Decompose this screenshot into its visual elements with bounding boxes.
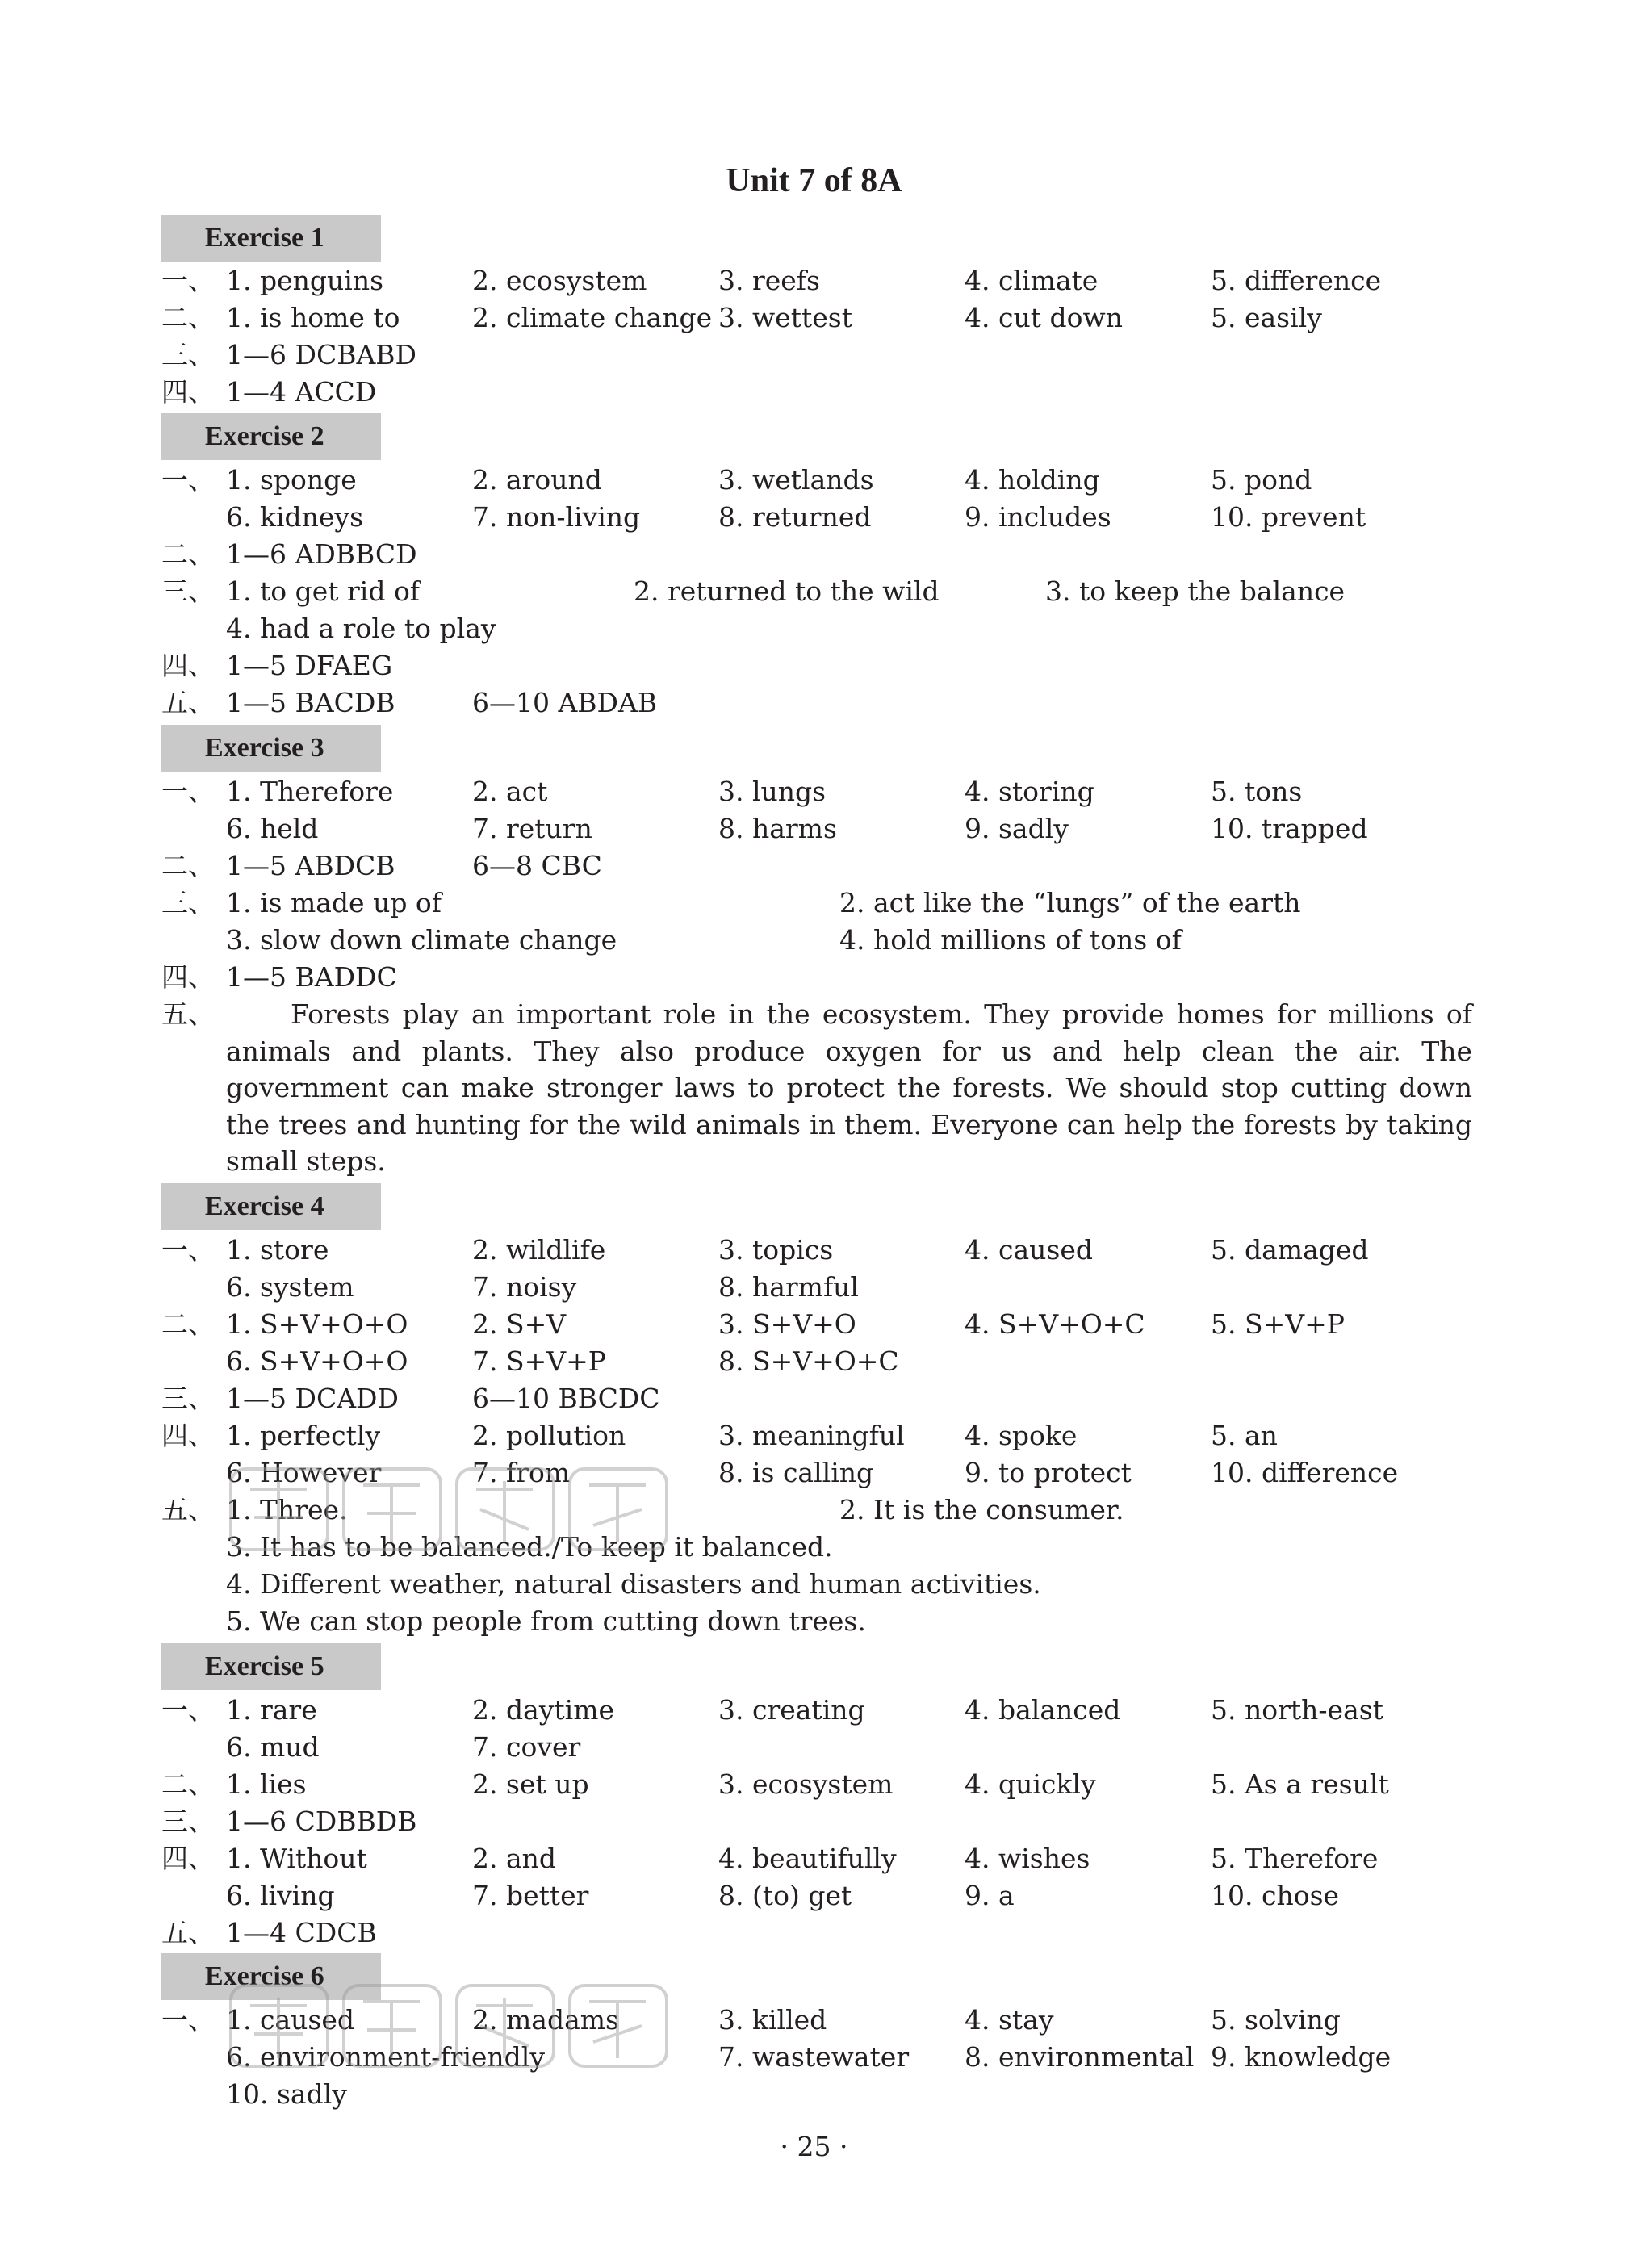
- section-marker: 二、: [161, 1768, 215, 1800]
- answer: 1—5 DCADD: [226, 1383, 399, 1414]
- answer-line: [0, 1766, 1628, 1803]
- answer-line: [0, 1877, 1628, 1914]
- answer-line: [0, 1566, 1628, 1603]
- answer: 7. noisy: [472, 1271, 577, 1303]
- answer: 3. S+V+O: [718, 1308, 856, 1340]
- answer-line: [0, 337, 1628, 374]
- answer: 10. prevent: [1211, 501, 1366, 533]
- answer-line: [0, 647, 1628, 684]
- exercise-header: Exercise 4: [161, 1183, 381, 1230]
- watermark-logo: [226, 1969, 694, 2082]
- answer: 5. As a result: [1211, 1768, 1389, 1800]
- answer: 4. hold millions of tons of: [839, 924, 1182, 956]
- answer-line: [0, 773, 1628, 810]
- answer: 1. sponge: [226, 464, 357, 496]
- answer: 4. wishes: [965, 1843, 1090, 1874]
- answer: 4. caused: [965, 1234, 1093, 1266]
- answer: 7. better: [472, 1880, 589, 1911]
- section-marker: 五、: [161, 1917, 215, 1948]
- answer: 1. is home to: [226, 302, 400, 333]
- answer-line: [0, 959, 1628, 996]
- answer: 2. climate change: [472, 302, 713, 333]
- answer: 1—4 CDCB: [226, 1917, 377, 1948]
- exercise-header: Exercise 3: [161, 725, 381, 772]
- section-marker: 一、: [161, 464, 215, 496]
- section-marker: 五、: [161, 998, 215, 1030]
- answer: 2. daytime: [472, 1694, 615, 1726]
- answer: 2. returned to the wild: [634, 575, 940, 607]
- answer: 5. easily: [1211, 302, 1322, 333]
- writing-paragraph: Forests play an important role in the ecosystem. They provide homes for millions of animals and plants. They also produce oxygen for us and help clean the air. The government can make stronger laws to protect the forests. We should stop cutting down the trees and hunting for the wild animals in them. Everyone can help the forests by taking small steps.: [226, 998, 1472, 1177]
- section-marker: 四、: [161, 650, 215, 681]
- section-marker: 四、: [161, 1420, 215, 1451]
- section-marker: 三、: [161, 1383, 215, 1414]
- section-marker: 二、: [161, 850, 215, 881]
- answer: 4. spoke: [965, 1420, 1078, 1451]
- answer: 6. mud: [226, 1731, 320, 1763]
- answer: 4. quickly: [965, 1768, 1096, 1800]
- answer: 5. We can stop people from cutting down trees.: [226, 1605, 866, 1637]
- answer: 5. solving: [1211, 2004, 1341, 2036]
- answer: 8. (to) get: [718, 1880, 852, 1911]
- answer-line: [0, 499, 1628, 536]
- answer: 2. wildlife: [472, 1234, 606, 1266]
- answer-line: [0, 1914, 1628, 1952]
- answer: 1. to get rid of: [226, 575, 421, 607]
- answer: 5. an: [1211, 1420, 1278, 1451]
- answer-line: [0, 1692, 1628, 1729]
- answer-line: [0, 1803, 1628, 1840]
- section-marker: 三、: [161, 1806, 215, 1837]
- answer: 2. and: [472, 1843, 557, 1874]
- answer-line: [0, 1306, 1628, 1343]
- section-marker: 一、: [161, 265, 215, 296]
- answer: 1—5 BACDB: [226, 687, 395, 718]
- answer: 6. living: [226, 1880, 335, 1911]
- answer-line: [0, 847, 1628, 885]
- answer: 1. penguins: [226, 265, 384, 296]
- section-marker: 五、: [161, 687, 215, 718]
- answer: 2. act like the “lungs” of the earth: [839, 887, 1301, 918]
- answer-line: [0, 536, 1628, 573]
- answer: 1. caused: [226, 2004, 354, 2036]
- answer: 5. S+V+P: [1211, 1308, 1345, 1340]
- answer: 1—6 ADBBCD: [226, 538, 417, 570]
- answer-line: [0, 374, 1628, 411]
- answer: 7. wastewater: [718, 2041, 910, 2073]
- answer: 1. is made up of: [226, 887, 442, 918]
- answer-line: [0, 1343, 1628, 1380]
- answer: 4. climate: [965, 265, 1099, 296]
- section-marker: 三、: [161, 339, 215, 370]
- answer: 4. storing: [965, 776, 1094, 807]
- answer-line: [0, 1269, 1628, 1306]
- answer: 8. harmful: [718, 1271, 859, 1303]
- section-marker: 一、: [161, 1694, 215, 1726]
- answer: 1. S+V+O+O: [226, 1308, 408, 1340]
- answer: 2. act: [472, 776, 548, 807]
- answer: 5. tons: [1211, 776, 1303, 807]
- section-marker: 二、: [161, 538, 215, 570]
- answer: 2. set up: [472, 1768, 589, 1800]
- answer: 1—4 ACCD: [226, 376, 377, 408]
- answer: 6—8 CBC: [472, 850, 602, 881]
- answer: 4. balanced: [965, 1694, 1121, 1726]
- section-marker: 三、: [161, 887, 215, 918]
- answer: 1. perfectly: [226, 1420, 381, 1451]
- answer: 5. north-east: [1211, 1694, 1383, 1726]
- answer: 10. difference: [1211, 1457, 1399, 1488]
- answer: 6. environment-friendly: [226, 2041, 545, 2073]
- answer: 2. S+V: [472, 1308, 567, 1340]
- answer: 6. kidneys: [226, 501, 364, 533]
- answer: 4. had a role to play: [226, 613, 496, 644]
- answer: 6. system: [226, 1271, 354, 1303]
- answer-line: [0, 810, 1628, 847]
- exercise-header: Exercise 2: [161, 413, 381, 460]
- answer: 1. Without: [226, 1843, 367, 1874]
- answer: 10. sadly: [226, 2078, 347, 2110]
- answer: 9. to protect: [965, 1457, 1132, 1488]
- answer: 5. Therefore: [1211, 1843, 1379, 1874]
- section-marker: 一、: [161, 776, 215, 807]
- answer-line: [0, 684, 1628, 722]
- answer: 2. ecosystem: [472, 265, 647, 296]
- answer: 3. wettest: [718, 302, 852, 333]
- answer: 3. wetlands: [718, 464, 874, 496]
- answer: 6. S+V+O+O: [226, 1345, 408, 1377]
- section-marker: 五、: [161, 1494, 215, 1525]
- answer: 3. It has to be balanced./To keep it balanced.: [226, 1531, 833, 1563]
- answer: 9. includes: [965, 501, 1111, 533]
- answer: 4. Different weather, natural disasters and human activities.: [226, 1568, 1041, 1600]
- answer: 3. reefs: [718, 265, 820, 296]
- answer: 4. stay: [965, 2004, 1054, 2036]
- answer-line: [0, 1232, 1628, 1269]
- answer-line: [0, 1380, 1628, 1417]
- exercise-header: Exercise 1: [161, 215, 381, 262]
- answer: 4. holding: [965, 464, 1100, 496]
- answer: 7. from: [472, 1457, 571, 1488]
- answer: 7. non-living: [472, 501, 641, 533]
- answer: 2. It is the consumer.: [839, 1494, 1124, 1525]
- answer: 3. ecosystem: [718, 1768, 894, 1800]
- section-marker: 四、: [161, 1843, 215, 1874]
- answer-line: [0, 1840, 1628, 1877]
- section-marker: 一、: [161, 1234, 215, 1266]
- answer: 1. rare: [226, 1694, 317, 1726]
- answer: 8. harms: [718, 813, 837, 844]
- answer-line: [0, 573, 1628, 610]
- answer: 3. slow down climate change: [226, 924, 617, 956]
- answer: 4. beautifully: [718, 1843, 897, 1874]
- answer: 9. sadly: [965, 813, 1069, 844]
- watermark-logo: [226, 1453, 694, 1566]
- answer: 1—5 BADDC: [226, 961, 397, 993]
- answer: 5. pond: [1211, 464, 1312, 496]
- section-marker: 四、: [161, 376, 215, 408]
- answer: 10. chose: [1211, 1880, 1340, 1911]
- answer: 8. is calling: [718, 1457, 874, 1488]
- answer-line: [0, 462, 1628, 499]
- answer-line: [0, 299, 1628, 337]
- section-marker: 四、: [161, 961, 215, 993]
- answer: 5. damaged: [1211, 1234, 1369, 1266]
- answer: 2. madams: [472, 2004, 619, 2036]
- answer-line: [0, 1603, 1628, 1640]
- answer-line: [0, 262, 1628, 299]
- answer: 1. store: [226, 1234, 329, 1266]
- answer: 3. meaningful: [718, 1420, 905, 1451]
- answer: 1. lies: [226, 1768, 307, 1800]
- answer: 2. pollution: [472, 1420, 626, 1451]
- answer-line: [0, 885, 1628, 922]
- answer-line: [0, 1417, 1628, 1454]
- section-marker: 一、: [161, 2004, 215, 2036]
- answer: 6. However: [226, 1457, 382, 1488]
- answer: 1. Three.: [226, 1494, 348, 1525]
- answer: 4. cut down: [965, 302, 1123, 333]
- answer: 7. return: [472, 813, 592, 844]
- answer: 8. returned: [718, 501, 872, 533]
- answer: 8. S+V+O+C: [718, 1345, 899, 1377]
- answer: 3. to keep the balance: [1045, 575, 1346, 607]
- answer: 9. knowledge: [1211, 2041, 1392, 2073]
- answer: 9. a: [965, 1880, 1015, 1911]
- exercise-header: Exercise 6: [161, 1953, 381, 2000]
- answer: 4. S+V+O+C: [965, 1308, 1145, 1340]
- answer: 8. environmental: [965, 2041, 1195, 2073]
- page-number: · 25 ·: [780, 2131, 848, 2162]
- answer: 1—5 ABDCB: [226, 850, 395, 881]
- answer: 3. killed: [718, 2004, 827, 2036]
- answer: 1—6 CDBBDB: [226, 1806, 417, 1837]
- answer: 1. Therefore: [226, 776, 394, 807]
- section-marker: 二、: [161, 302, 215, 333]
- answer: 3. lungs: [718, 776, 827, 807]
- answer: 1—6 DCBABD: [226, 339, 416, 370]
- answer-line: [0, 610, 1628, 647]
- answer: 10. trapped: [1211, 813, 1368, 844]
- answer: 6—10 BBCDC: [472, 1383, 660, 1414]
- page-title: Unit 7 of 8A: [726, 162, 902, 199]
- answer-line: [0, 1729, 1628, 1766]
- exercise-header: Exercise 5: [161, 1643, 381, 1690]
- answer: 7. S+V+P: [472, 1345, 606, 1377]
- answer: 3. creating: [718, 1694, 865, 1726]
- answer-line: [0, 922, 1628, 959]
- answer: 6—10 ABDAB: [472, 687, 658, 718]
- answer: 6. held: [226, 813, 319, 844]
- section-marker: 二、: [161, 1308, 215, 1340]
- answer: 1—5 DFAEG: [226, 650, 393, 681]
- answer: 2. around: [472, 464, 602, 496]
- section-marker: 三、: [161, 575, 215, 607]
- answer: 7. cover: [472, 1731, 581, 1763]
- answer: 5. difference: [1211, 265, 1382, 296]
- answer: 3. topics: [718, 1234, 834, 1266]
